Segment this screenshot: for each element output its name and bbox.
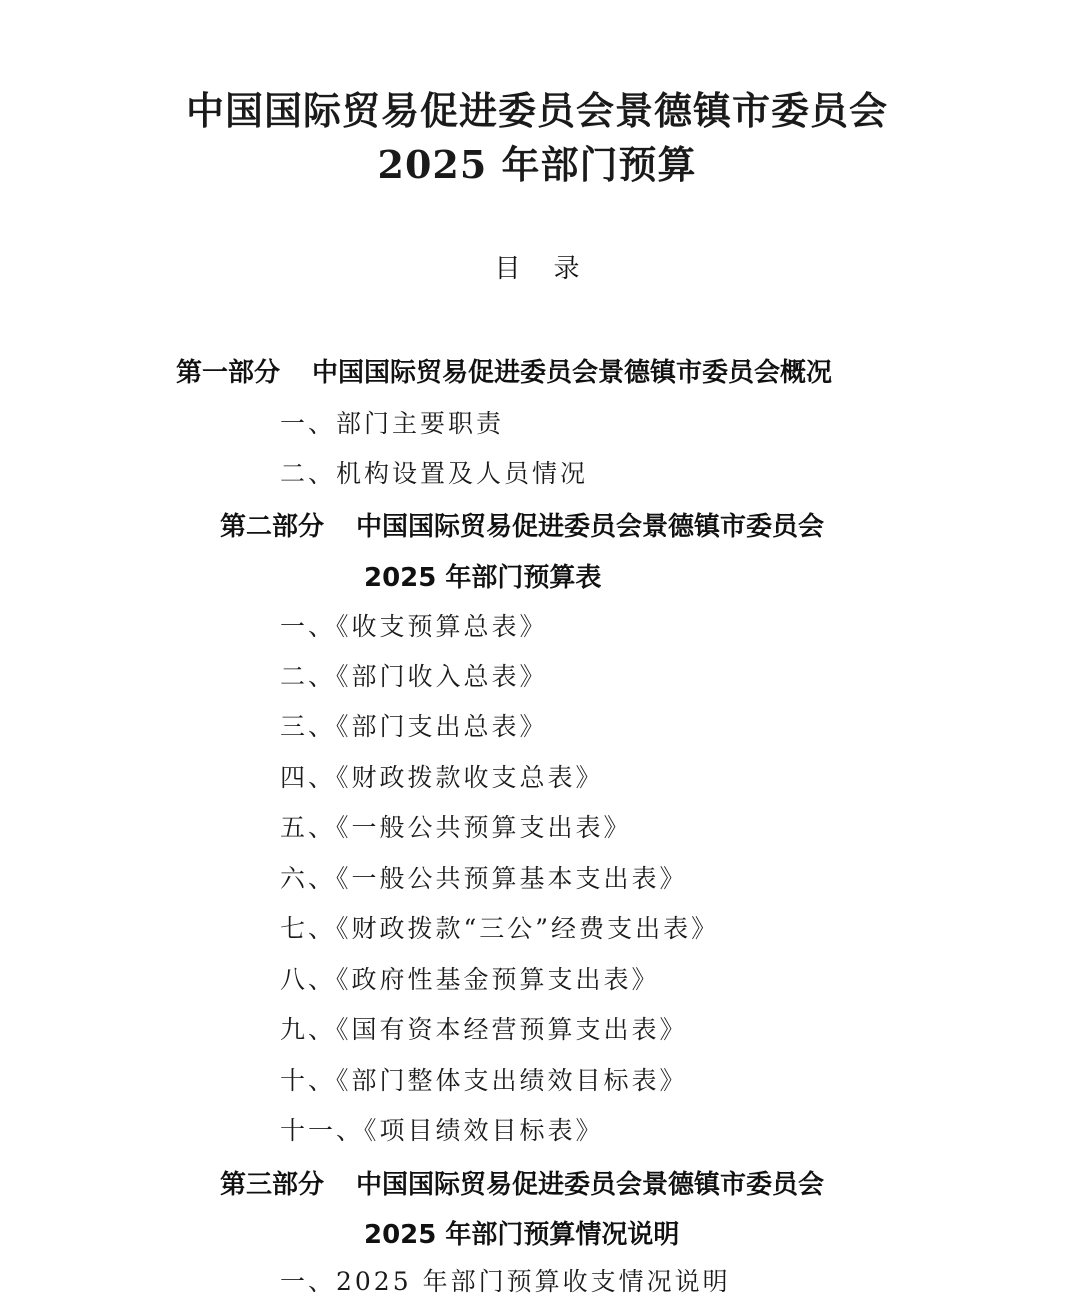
part2-heading — [220, 506, 824, 543]
toc-item: 七、《财政拨款“三公”经费支出表》 — [280, 914, 720, 943]
toc-item: 八、《政府性基金预算支出表》 — [280, 965, 660, 994]
document-title-line1: 中国国际贸易促进委员会景德镇市委员会 — [185, 88, 888, 133]
document-title-line2: 2025 年部门预算 — [377, 142, 697, 187]
toc-item: 二、机构设置及人员情况 — [280, 459, 589, 488]
toc-item: 六、《一般公共预算基本支出表》 — [280, 864, 688, 893]
part2-label: 第二部分 — [220, 512, 325, 542]
part1-label: 第一部分 — [176, 358, 281, 388]
toc-item: 四、《财政拨款收支总表》 — [280, 763, 604, 792]
toc-heading: 目 录 — [494, 254, 580, 284]
part3-heading — [220, 1164, 824, 1201]
part1-title: 中国国际贸易促进委员会景德镇市委员会概况 — [312, 358, 833, 388]
toc-item: 十一、《项目绩效目标表》 — [280, 1116, 604, 1145]
toc-item: 十、《部门整体支出绩效目标表》 — [280, 1066, 688, 1095]
toc-item: 一、2025 年部门预算收支情况说明 — [280, 1267, 731, 1296]
toc-item: 五、《一般公共预算支出表》 — [280, 813, 632, 842]
part3-subtitle: 2025 年部门预算情况说明 — [364, 1220, 680, 1250]
part3-title: 中国国际贸易促进委员会景德镇市委员会 — [356, 1170, 825, 1200]
part1-heading — [176, 352, 832, 389]
toc-item: 九、《国有资本经营预算支出表》 — [280, 1015, 688, 1044]
toc-item: 一、《收支预算总表》 — [280, 612, 548, 641]
toc-item: 二、《部门收入总表》 — [280, 662, 548, 691]
part2-title: 中国国际贸易促进委员会景德镇市委员会 — [356, 512, 825, 542]
toc-item: 三、《部门支出总表》 — [280, 712, 548, 741]
part3-label: 第三部分 — [220, 1170, 325, 1200]
toc-item: 一、部门主要职责 — [280, 409, 505, 438]
part2-subtitle: 2025 年部门预算表 — [364, 563, 602, 593]
